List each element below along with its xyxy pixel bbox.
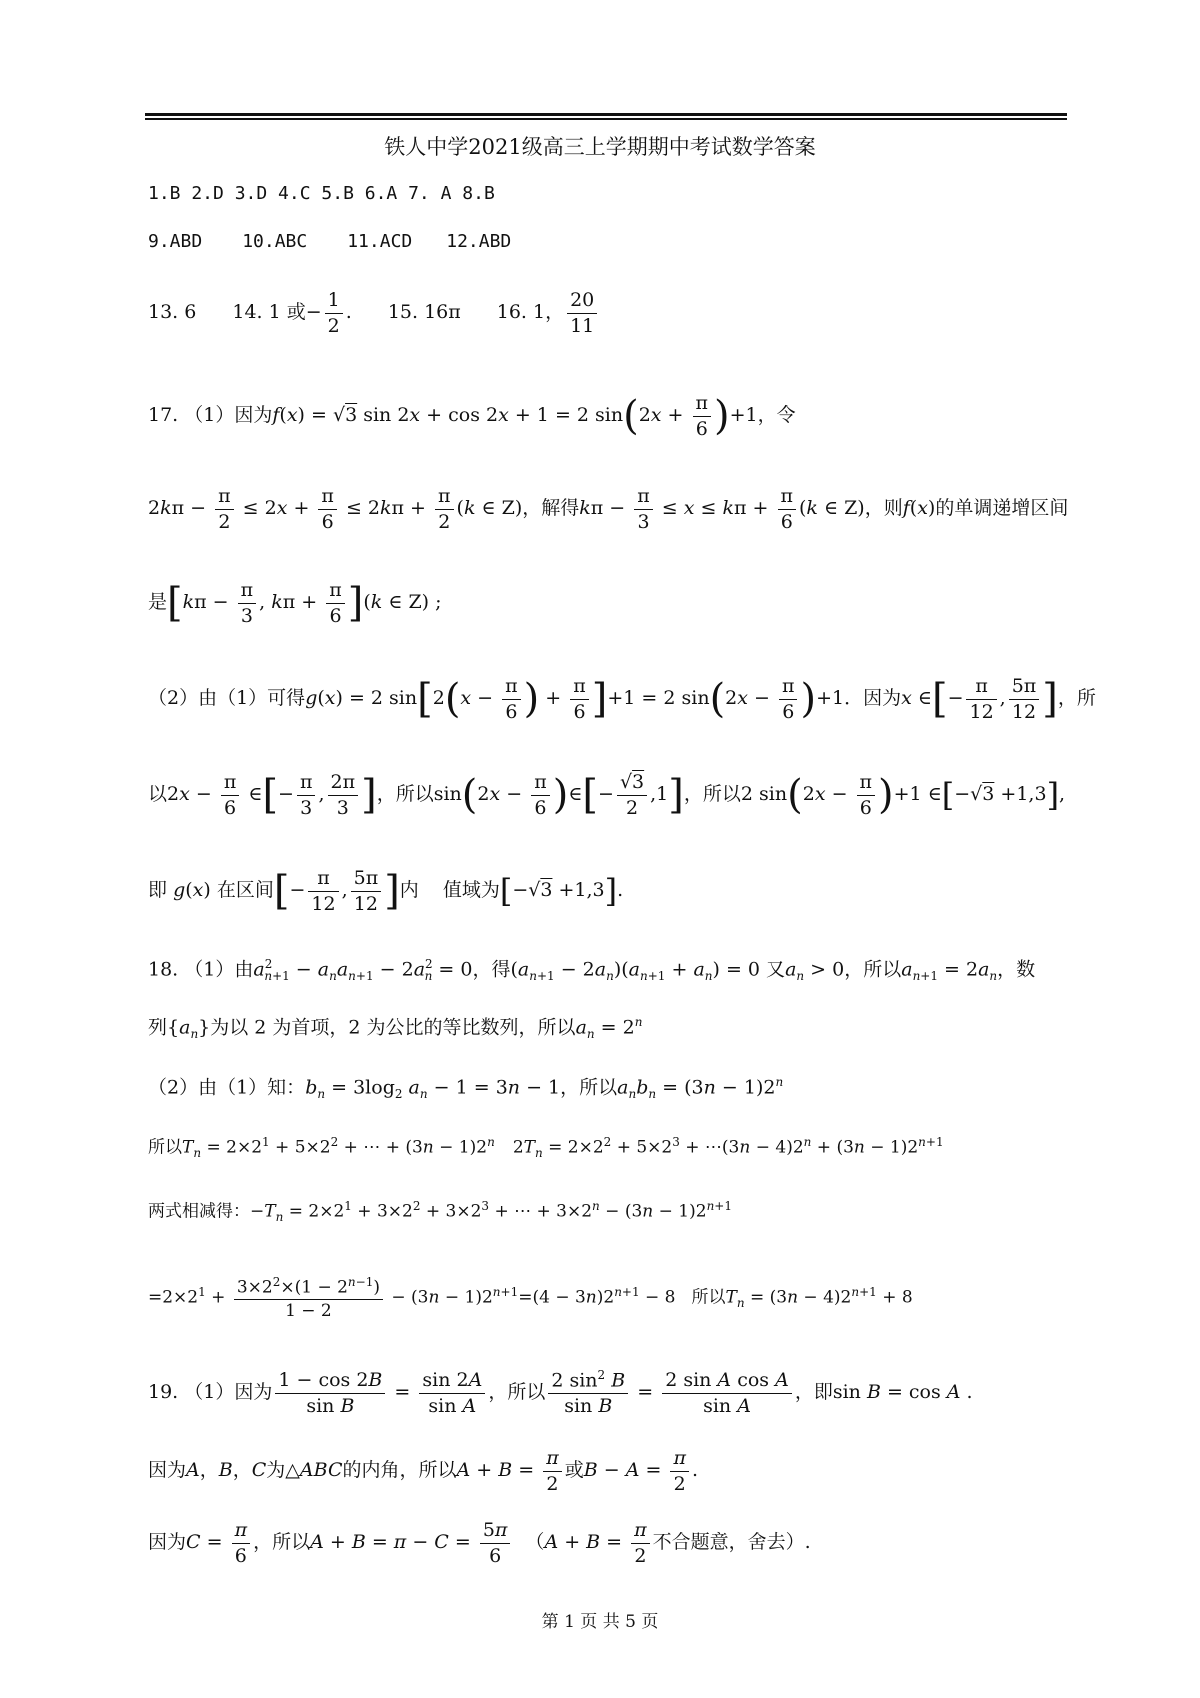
q18-line-6: $=2\times 2^1$ + $\frac{3\times 2^2\times(1 - 2^{n-1})}{1 - 2}$ − $(3n - 1)2^{n+1}=(4 - 3n)2^{n+1} - 8$ 所以$T_n = (3n - 4)2^{n+1} + 8$ xyxy=(148,1274,913,1321)
header-rule-thick xyxy=(145,113,1067,116)
answer-14-fraction: $\frac{1}{2}$ xyxy=(325,289,343,338)
header-rule-thin xyxy=(145,118,1067,120)
page-title: 铁人中学2021级高三上学期期中考试数学答案 xyxy=(384,135,816,159)
answer-12: 12.ABD xyxy=(446,231,512,252)
q19-line-1: 19. （1）因为 $\frac{1 - \cos 2B}{\text{sin B}}$ = $\frac{\sin 2A}{\text{sin A}}$ ，所以 $\frac{2 \sin^2 B}{\text{sin B}}$ = $\frac{\text{2 sin A cos A}}{\text{sin A}}$ ，即sin B = cos A . xyxy=(148,1368,973,1418)
q17-line-4: （2）由（1）可得g(x) = 2 sin[2(x − $\frac{\pi}{6}$ ) + $\frac{\pi}{6}$ ]+1 = 2 sin(2x − $\frac{\pi}{6}$ )+1．因为x ∈[− $\frac{\pi}{12}$ , $\frac{5\pi}{12}$ ]，所 xyxy=(148,674,1096,723)
q17-line-3: 是[kπ − $\frac{\pi}{3}$ , kπ + $\frac{\pi}{6}$ ](k ∈ Z) ; xyxy=(148,578,442,627)
q19-line-2: 因为A，B，C为△ABC的内角，所以A + B = $\frac{\pi}{2}$ 或B − A = $\frac{\pi}{2}$ . xyxy=(148,1446,698,1495)
choice-answers-row-2 xyxy=(148,228,511,256)
q17-line-2: 2kπ − $\frac{\pi}{2}$ ≤ 2x + $\frac{\pi}{6}$ ≤ 2kπ + $\frac{\pi}{2}$ (k ∈ Z)，解得kπ − $\frac{\pi}{3}$ ≤ x ≤ kπ + $\frac{\pi}{6}$ (k ∈ Z)，则f(x)的单调递增区间 xyxy=(148,484,1069,533)
answer-9: 9.ABD xyxy=(148,231,203,252)
answer-13: 13. 6 xyxy=(148,301,197,323)
answer-15: 15. 16π xyxy=(387,301,461,323)
q18-line-5: 两式相减得：$-T_n = 2\times 2^1 + 3\times 2^2 + 3\times 2^3$ + ⋯ + $3\times 2^n - (3n - 1)2^{n+1}$ xyxy=(148,1199,732,1225)
answer-16-lead: 16. 1， xyxy=(496,301,565,323)
choice-answers-row-1: 1.B 2.D 3.D 4.C 5.B 6.A 7. A 8.B xyxy=(148,183,495,204)
answer-16-fraction: $\frac{20}{11}$ xyxy=(567,289,597,338)
q17-line-5: 以2x − $\frac{\pi}{6}$ ∈[− $\frac{\pi}{3}$ , $\frac{2\pi}{3}$ ]，所以sin(2x − $\frac{\pi}{6}$ )∈[− $\frac{√3}{2}$ ,1]，所以2 sin(2x − $\frac{\pi}{6}$ )+1 ∈[−√3 +1,3], xyxy=(148,770,1066,819)
page-footer: 第 1 页 共 5 页 xyxy=(541,1612,659,1632)
q18-line-1: 18. （1）由$a^2_{n+1} - a_na_{n+1} - 2a^2_n = 0$，得$(a_{n+1} - 2a_n)(a_{n+1} + a_n) = 0$ 又$a_n > 0$，所以$a_{n+1} = 2a_n$，数 xyxy=(148,957,1036,984)
q17-line-6: 即 g(x) 在区间[− $\frac{\pi}{12}$ , $\frac{5\pi}{12}$ ]内 值域为[−√3 +1,3]. xyxy=(148,866,624,915)
q19-line-3: 因为C = $\frac{\pi}{6}$ ，所以A + B = π − C = $\frac{5\pi}{6}$ （A + B = $\frac{\pi}{2}$ 不合题意，舍去）. xyxy=(148,1518,811,1567)
q18-line-2: 列$\{a_n\}$为以 2 为首项，2 为公比的等比数列，所以$a_n = 2^n$ xyxy=(148,1015,643,1042)
answer-10: 10.ABC xyxy=(242,231,308,252)
q18-line-4: 所以$T_n = 2\times 2^1 + 5\times 2^2$ + ⋯ + $(3n - 1)2^n$ $2T_n = 2\times 2^2 + 5\times 2^3$ + ⋯(3n − $4)2^n + (3n - 1)2^{n+1}$ xyxy=(148,1135,944,1161)
fill-answers-row: 13. 6 14. 1 或− $\frac{1}{2}$ . 15. 16π 16. 1， $\frac{20}{11}$ xyxy=(148,282,600,342)
q18-line-3: （2）由（1）知：$b_n = 3\log_2$ $a_n - 1 = 3n - 1$，所以$a_nb_n = (3n - 1)2^n$ xyxy=(148,1075,784,1102)
answer-11: 11.ACD xyxy=(347,231,413,252)
q17-line-1: 17. （1）因为f(x) = √3 sin 2x + cos 2x + 1 = 2 sin(2x + $\frac{\pi}{6}$ )+1，令 xyxy=(148,391,796,440)
answer-14-lead: 14. 1 或 xyxy=(232,301,306,323)
